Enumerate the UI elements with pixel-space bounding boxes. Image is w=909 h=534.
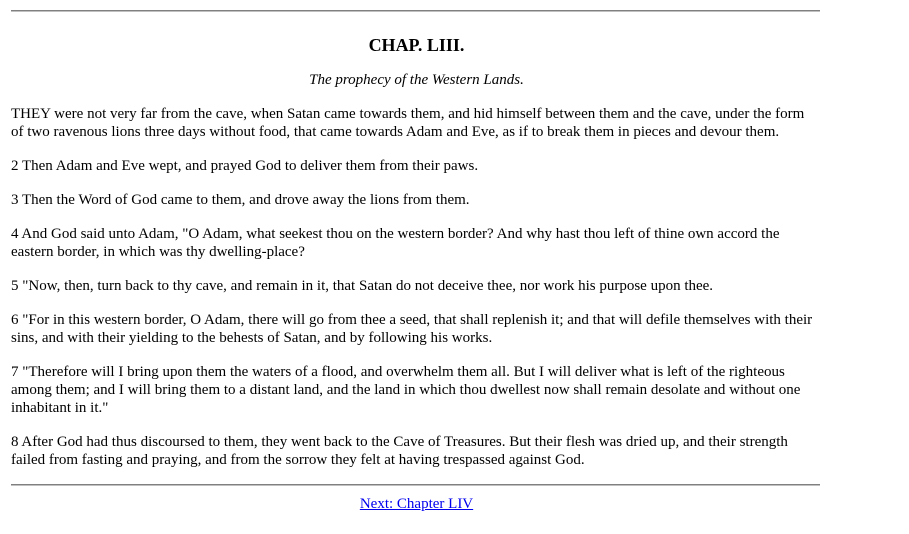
verse-2: 2 Then Adam and Eve wept, and prayed God to deliver them from their paws. [11,158,479,174]
verse-5: 5 "Now, then, turn back to thy cave, and remain in it, that Satan do not deceive thee, nor work his purpose upon thee. [11,278,714,294]
chapter-navigation [11,495,820,513]
chapter-title: CHAP. LIII. [368,35,465,55]
verse-3: 3 Then the Word of God came to them, and drove away the lions from them. [11,192,470,208]
verse-4: 4 And God said unto Adam, "O Adam, what seekest thou on the western border? And why hast thou left of thine own accord the eastern border, in which was thy dwelling-place? [11,226,780,260]
top-divider [11,10,820,12]
chapter-subtitle: The prophecy of the Western Lands. [309,72,524,88]
verse-6: 6 "For in this western border, O Adam, there will go from thee a seed, that shall replenish it; and that will defile themselves with their sins, and with their yielding to the behests of Satan, and by following his works. [11,312,813,346]
verse-8: 8 After God had thus discoursed to them, they went back to the Cave of Treasures. But their flesh was dried up, and their strength failed from fasting and praying, and from the sorrow they felt at having trespassed against God. [11,434,788,468]
next-chapter-link[interactable]: Next: Chapter LIV [359,496,474,512]
verse-7: 7 "Therefore will I bring upon them the waters of a flood, and overwhelm them all. But I will deliver what is left of the righteous among them; and I will bring them to a distant land, and the land in which thou dwellest now shall remain desolate and without one inhabitant in it." [11,364,801,416]
verse-1: THEY were not very far from the cave, when Satan came towards them, and hid himself between them and the cave, under the form of two ravenous lions three days without food, that came towards Adam and Eve, as if to break them in pieces and devour them. [11,106,805,140]
chapter-page [11,0,820,513]
bottom-divider [11,484,820,486]
